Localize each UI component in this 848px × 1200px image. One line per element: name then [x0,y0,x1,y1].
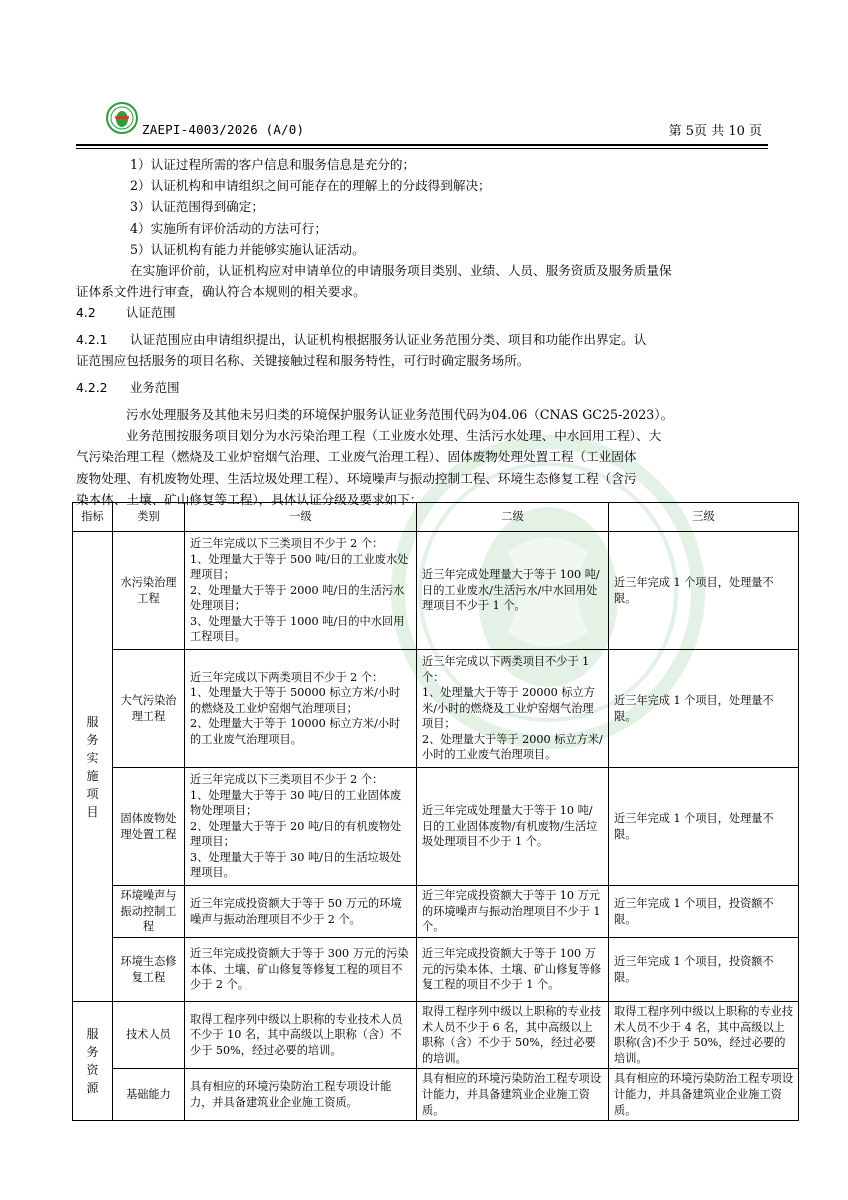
scope-paragraph-1: 污水处理服务及其他未另归类的环境保护服务认证业务范围代码为04.06（CNAS GC25-2023）。 [126,407,674,422]
header-rule [76,144,768,146]
section-text-line: 证范围应包括服务的项目名称、关键接触过程和服务特性，可行时确定服务场所。 [76,353,530,369]
table-header-row [73,503,799,532]
scope-paragraph-line: 业务范围按服务项目划分为水污染治理工程（工业废水处理、生活污水处理、中水回用工程）、大 [126,428,662,444]
table-row [73,1069,799,1121]
section-heading-4-2-2 [76,377,776,398]
cell-level-2: 近三年完成处理量大于等于 10 吨/日的工业固体废物/有机废物/生活垃圾处理项目不少于 1 个。 [417,768,609,886]
cell-level-1: 具有相应的环境污染防治工程专项设计能力，并具备建筑业企业施工资质。 [185,1069,417,1121]
row-category: 环境生态修复工程 [113,938,185,1002]
row-category: 技术人员 [113,1002,185,1069]
header-level-2: 二级 [417,503,609,532]
cell-level-3: 取得工程序列中级以上职称的专业技术人员不少于 4 名，其中高级以上职称(含)不少于 50%，经过必要的培训。 [609,1002,799,1069]
list-item: 5）认证机构有能力并能够实施认证活动。 [130,241,365,257]
table-row [73,1002,799,1069]
table-row [73,768,799,886]
scope-paragraph-line: 气污染治理工程（燃烧及工业炉窑烟气治理、工业废气治理工程）、固体废物处理处置工程（工业固体 [76,449,637,465]
cell-level-2: 取得工程序列中级以上职称的专业技术人员不少于 6 名，其中高级以上职称（含）不少于 50%，经过必要的培训。 [417,1002,609,1069]
row-category: 环境噪声与振动控制工程 [113,886,185,938]
cell-level-3: 具有相应的环境污染防治工程专项设计能力，并具备建筑业企业施工资质。 [609,1069,799,1121]
table-row [73,650,799,768]
certification-level-table [72,502,799,1121]
section-number: 4.2.2 [76,380,108,395]
cell-level-3: 近三年完成 1 个项目，投资额不限。 [609,886,799,938]
group-service-resources [73,1002,113,1121]
header-rule-thin [76,148,768,149]
row-category: 固体废物处理处置工程 [113,768,185,886]
cell-level-1: 近三年完成投资额大于等于 300 万元的污染本体、土壤、矿山修复等修复工程的项目不少于 2 个。 [185,938,417,1002]
cell-level-2: 近三年完成以下两类项目不少于 1 个： 1、处理量大于等于 20000 标立方米/小时的燃烧及工业炉窑烟气治理项目； 2、处理量大于等于 2000 标立方米/小时的工业废气治理项目。 [417,650,609,768]
organization-logo [106,102,138,134]
section-4-2-1 [76,329,776,371]
cell-level-2: 近三年完成处理量大于等于 100 吨/日的工业废水/生活污水/中水回用处理项目不少于 1 个。 [417,532,609,650]
cell-level-1: 近三年完成以下两类项目不少于 2 个： 1、处理量大于等于 50000 标立方米/小时的燃烧及工业炉窑烟气治理项目； 2、处理量大于等于 10000 标立方米/小时的工业废气治理项目。 [185,650,417,768]
table-row [73,938,799,1002]
cell-level-1: 近三年完成投资额大于等于 50 万元的环境噪声与振动治理项目不少于 2 个。 [185,886,417,938]
cell-level-2: 近三年完成投资额大于等于 10 万元的环境噪声与振动治理项目不少于 1 个。 [417,886,609,938]
list-item: 2）认证机构和申请组织之间可能存在的理解上的分歧得到解决； [130,178,491,194]
cell-level-3: 近三年完成 1 个项目，处理量不限。 [609,768,799,886]
group-service-items [73,532,113,1002]
document-code: ZAEPI-4003/2026 (A/0) [142,122,305,137]
cell-level-2: 近三年完成投资额大于等于 100 万元的污染本体、土壤、矿山修复等修复工程的项目不少于 1 个。 [417,938,609,1002]
cell-level-1: 取得工程序列中级以上职称的专业技术人员不少于 10 名，其中高级以上职称（含）不少于 50%，经过必要的培训。 [185,1002,417,1069]
table-row [73,886,799,938]
cell-level-1: 近三年完成以下三类项目不少于 2 个： 1、处理量大于等于 500 吨/日的工业废水处理项目； 2、处理量大于等于 2000 吨/日的生活污水处理项目； 3、处理量大于等于 1000 吨/日的中水回用工程项目。 [185,532,417,650]
row-category: 大气污染治理工程 [113,650,185,768]
section-text-line: 认证范围应由申请组织提出，认证机构根据服务认证业务范围分类、项目和功能作出界定。认 [130,332,647,347]
header-level-1: 一级 [185,503,417,532]
section-title: 业务范围 [130,380,180,395]
review-paragraph-line: 证体系文件进行审查，确认符合本规则的相关要求。 [76,284,366,300]
cell-level-2: 具有相应的环境污染防治工程专项设计能力，并具备建筑业企业施工资质。 [417,1069,609,1121]
header-indicator: 指标 [73,503,113,532]
group-label: 服务实施项目 [86,714,99,819]
cell-level-3: 近三年完成 1 个项目，处理量不限。 [609,532,799,650]
header-level-3: 三级 [609,503,799,532]
cell-level-1: 近三年完成以下三类项目不少于 2 个： 1、处理量大于等于 30 吨/日的工业固体废物处理项目； 2、处理量大于等于 20 吨/日的有机废物处理项目； 3、处理量大于等于 30 吨/日的生活垃圾处理项目。 [185,768,417,886]
scope-paragraph-line: 染本体、土壤、矿山修复等工程），具体认证分级及要求如下： [76,491,423,507]
scope-paragraphs [76,404,776,510]
row-category: 水污染治理工程 [113,532,185,650]
cell-level-3: 近三年完成 1 个项目，投资额不限。 [609,938,799,1002]
section-number: 4.2.1 [76,332,108,347]
group-label: 服务资源 [86,1027,99,1096]
list-item: 3）认证范围得到确定； [130,199,264,215]
header-category: 类别 [113,503,185,532]
requirement-list [76,154,776,302]
list-item: 4）实施所有评价活动的方法可行； [130,220,327,236]
list-item: 1）认证过程所需的客户信息和服务信息是充分的； [130,157,416,172]
section-heading-4-2 [76,302,776,323]
section-number: 4.2 [76,305,96,320]
review-paragraph-line: 在实施评价前，认证机构应对申请单位的申请服务项目类别、业绩、人员、服务资质及服务质量保 [130,263,672,279]
scope-paragraph-line: 废物处理、有机废物处理、生活垃圾处理工程）、环境噪声与振动控制工程、环境生态修复工程（含污 [76,470,637,486]
page-header [76,96,768,144]
row-category: 基础能力 [113,1069,185,1121]
page-number: 第 5页 共 10 页 [668,124,762,139]
section-title: 认证范围 [126,305,176,320]
table-row [73,532,799,650]
cell-level-3: 近三年完成 1 个项目，处理量不限。 [609,650,799,768]
